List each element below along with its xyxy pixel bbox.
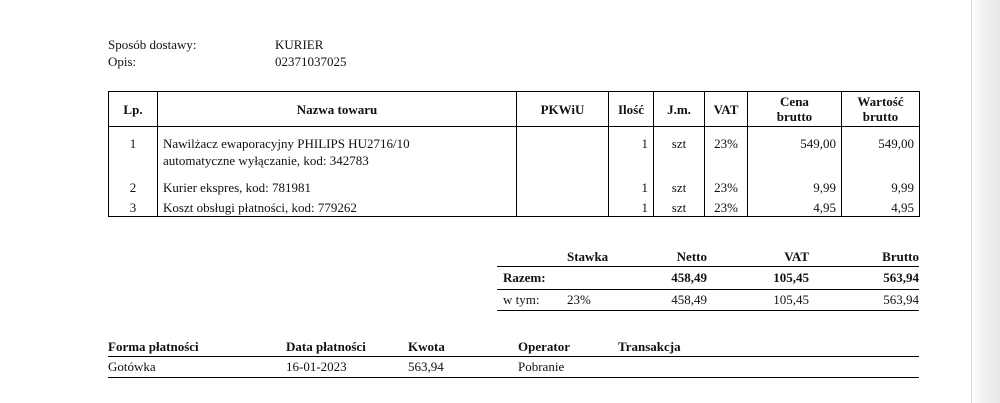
payment-row	[108, 357, 919, 378]
payment-header-date: Data płatności	[286, 339, 366, 354]
cell-pkwiu	[517, 173, 609, 197]
cell-vat: 23%	[705, 197, 748, 217]
cell-qty: 1	[609, 173, 654, 197]
summary-total-vat: 105,45	[773, 270, 809, 285]
description-label: Opis:	[108, 54, 137, 69]
header-pkwiu: PKWiU	[517, 92, 609, 127]
cell-lp: 2	[109, 173, 158, 197]
table-row	[109, 127, 920, 174]
summary-header	[497, 248, 919, 267]
table-row	[109, 173, 920, 197]
cell-value: 4,95	[842, 197, 920, 217]
vat-summary	[497, 248, 919, 311]
summary-header-gross: Brutto	[882, 249, 919, 264]
payment-operator: Pobranie	[518, 359, 565, 374]
summary-breakdown-vat: 105,45	[773, 292, 809, 307]
summary-breakdown-row	[497, 290, 919, 311]
cell-qty: 1	[609, 197, 654, 217]
cell-pkwiu	[517, 197, 609, 217]
items-table-header	[109, 92, 920, 127]
cell-vat: 23%	[705, 127, 748, 174]
header-unit: J.m.	[654, 92, 705, 127]
cell-unit: szt	[654, 173, 705, 197]
cell-vat: 23%	[705, 173, 748, 197]
header-value	[842, 92, 920, 127]
cell-lp: 3	[109, 197, 158, 217]
cell-name-line1: Nawilżacz ewaporacyjny PHILIPS HU2716/10	[163, 136, 410, 151]
header-value-line1: Wartość	[857, 94, 904, 109]
header-lp: Lp.	[109, 92, 158, 127]
summary-total-label: Razem:	[503, 270, 546, 285]
summary-header-net: Netto	[676, 249, 707, 264]
delivery-method-value: KURIER	[275, 37, 324, 52]
cell-unit: szt	[654, 127, 705, 174]
page-edge-shadow	[972, 0, 1000, 403]
summary-breakdown-net: 458,49	[671, 292, 707, 307]
cell-price: 549,00	[748, 127, 842, 174]
description-value: 02371037025	[275, 54, 347, 69]
delivery-info	[108, 36, 347, 70]
payment-form: Gotówka	[108, 359, 156, 374]
delivery-method-row	[108, 36, 347, 53]
delivery-method-label: Sposób dostawy:	[108, 37, 197, 52]
cell-price: 9,99	[748, 173, 842, 197]
header-vat: VAT	[705, 92, 748, 127]
summary-header-vat: VAT	[784, 249, 809, 264]
summary-header-rate: Stawka	[567, 249, 609, 264]
cell-pkwiu	[517, 127, 609, 174]
header-value-line2: brutto	[862, 109, 899, 124]
payment-header-operator: Operator	[518, 339, 570, 354]
description-row	[108, 53, 347, 70]
summary-total-row	[497, 267, 919, 290]
items-table	[108, 91, 920, 217]
summary-total-gross: 563,94	[883, 270, 919, 285]
summary-breakdown-rate: 23%	[567, 292, 591, 307]
cell-value: 549,00	[842, 127, 920, 174]
summary-breakdown-label: w tym:	[503, 292, 540, 307]
header-name: Nazwa towaru	[158, 92, 517, 127]
summary-total-net: 458,49	[671, 270, 707, 285]
cell-lp: 1	[109, 127, 158, 174]
table-row	[109, 197, 920, 217]
payment-amount: 563,94	[408, 359, 444, 374]
header-qty: Ilość	[609, 92, 654, 127]
summary-breakdown-gross: 563,94	[883, 292, 919, 307]
payment-header	[108, 338, 919, 357]
cell-name: Kurier ekspres, kod: 781981	[158, 173, 517, 197]
cell-name	[158, 127, 517, 174]
payment-table	[108, 338, 919, 378]
cell-price: 4,95	[748, 197, 842, 217]
cell-unit: szt	[654, 197, 705, 217]
cell-qty: 1	[609, 127, 654, 174]
cell-name: Koszt obsługi płatności, kod: 779262	[158, 197, 517, 217]
payment-header-form: Forma płatności	[108, 339, 199, 354]
payment-header-transaction: Transakcja	[618, 339, 681, 354]
header-price	[748, 92, 842, 127]
payment-date: 16-01-2023	[286, 359, 347, 374]
cell-name-line2: automatyczne wyłączanie, kod: 342783	[163, 153, 369, 168]
payment-header-amount: Kwota	[408, 339, 445, 354]
header-price-line1: Cena	[780, 94, 809, 109]
header-price-line2: brutto	[776, 109, 813, 124]
cell-value: 9,99	[842, 173, 920, 197]
